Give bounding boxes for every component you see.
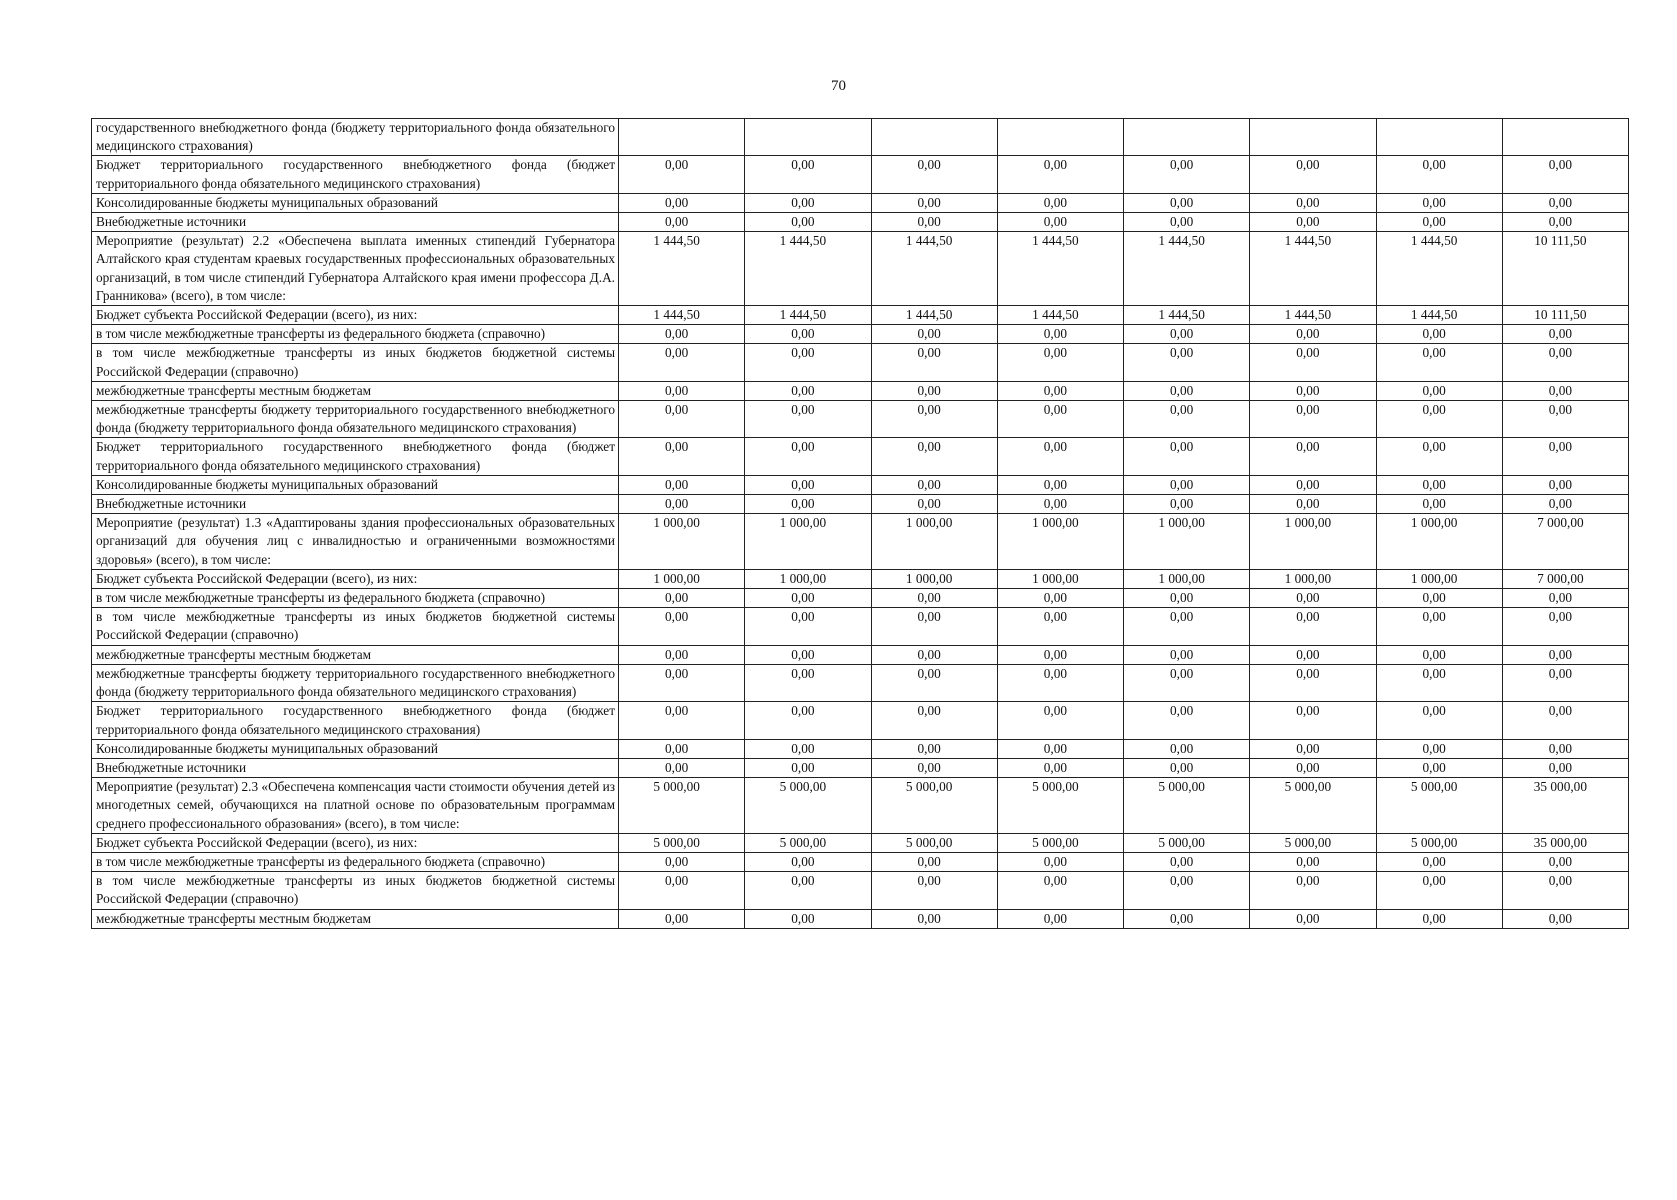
value-cell: 0,00 xyxy=(997,758,1123,777)
row-label: в том числе межбюджетные трансферты из иных бюджетов бюджетной системы Российской Федерации (справочно) xyxy=(92,608,619,645)
value-cell: 1 444,50 xyxy=(1376,232,1502,306)
value-cell: 0,00 xyxy=(871,381,997,400)
value-cell: 1 000,00 xyxy=(745,514,871,570)
value-cell: 1 444,50 xyxy=(1376,306,1502,325)
table-row xyxy=(92,401,1629,438)
value-cell: 0,00 xyxy=(1124,852,1250,871)
value-cell: 0,00 xyxy=(1502,589,1628,608)
value-cell: 0,00 xyxy=(745,401,871,438)
value-cell: 0,00 xyxy=(1376,589,1502,608)
value-cell: 0,00 xyxy=(1250,325,1376,344)
table-row xyxy=(92,325,1629,344)
value-cell: 5 000,00 xyxy=(871,778,997,834)
value-cell: 0,00 xyxy=(1502,852,1628,871)
table-row xyxy=(92,156,1629,193)
value-cell: 0,00 xyxy=(871,664,997,701)
value-cell: 0,00 xyxy=(1502,645,1628,664)
value-cell: 35 000,00 xyxy=(1502,833,1628,852)
table-row xyxy=(92,213,1629,232)
value-cell: 0,00 xyxy=(997,438,1123,475)
value-cell xyxy=(1376,119,1502,156)
value-cell: 0,00 xyxy=(871,438,997,475)
value-cell: 0,00 xyxy=(745,645,871,664)
value-cell: 0,00 xyxy=(745,872,871,909)
row-label: в том числе межбюджетные трансферты из федерального бюджета (справочно) xyxy=(92,325,619,344)
value-cell: 0,00 xyxy=(997,401,1123,438)
value-cell: 0,00 xyxy=(745,344,871,381)
value-cell: 0,00 xyxy=(1502,475,1628,494)
value-cell: 0,00 xyxy=(871,475,997,494)
value-cell: 0,00 xyxy=(1124,739,1250,758)
value-cell: 0,00 xyxy=(1124,438,1250,475)
value-cell: 0,00 xyxy=(745,495,871,514)
value-cell: 0,00 xyxy=(871,589,997,608)
value-cell: 0,00 xyxy=(745,758,871,777)
value-cell: 1 444,50 xyxy=(1250,306,1376,325)
value-cell: 0,00 xyxy=(1124,325,1250,344)
value-cell: 0,00 xyxy=(745,156,871,193)
table-row xyxy=(92,589,1629,608)
value-cell: 0,00 xyxy=(1250,344,1376,381)
value-cell: 5 000,00 xyxy=(1250,833,1376,852)
value-cell: 0,00 xyxy=(997,664,1123,701)
value-cell: 0,00 xyxy=(871,495,997,514)
value-cell: 0,00 xyxy=(1124,475,1250,494)
table-row xyxy=(92,344,1629,381)
value-cell: 0,00 xyxy=(1250,852,1376,871)
row-label: Мероприятие (результат) 2.3 «Обеспечена компенсация части стоимости обучения детей из многодетных семей, обучающихся на платной основе по образовательным программам среднего профессионального образования» (всего), в том числе: xyxy=(92,778,619,834)
table-row xyxy=(92,475,1629,494)
value-cell: 0,00 xyxy=(1250,156,1376,193)
row-label: в том числе межбюджетные трансферты из иных бюджетов бюджетной системы Российской Федерации (справочно) xyxy=(92,872,619,909)
value-cell: 0,00 xyxy=(1250,739,1376,758)
value-cell: 0,00 xyxy=(1502,325,1628,344)
value-cell: 0,00 xyxy=(1250,645,1376,664)
value-cell: 5 000,00 xyxy=(1124,778,1250,834)
value-cell xyxy=(619,119,745,156)
value-cell: 1 444,50 xyxy=(619,306,745,325)
value-cell: 0,00 xyxy=(997,344,1123,381)
value-cell: 0,00 xyxy=(745,438,871,475)
value-cell: 0,00 xyxy=(745,909,871,928)
value-cell: 0,00 xyxy=(997,495,1123,514)
value-cell: 0,00 xyxy=(1250,381,1376,400)
table-row xyxy=(92,645,1629,664)
table-row xyxy=(92,608,1629,645)
value-cell: 0,00 xyxy=(1376,872,1502,909)
value-cell xyxy=(997,119,1123,156)
value-cell: 0,00 xyxy=(1124,381,1250,400)
value-cell: 0,00 xyxy=(1376,909,1502,928)
value-cell: 1 000,00 xyxy=(619,514,745,570)
value-cell: 0,00 xyxy=(997,325,1123,344)
value-cell: 7 000,00 xyxy=(1502,569,1628,588)
value-cell: 0,00 xyxy=(1502,401,1628,438)
value-cell: 1 444,50 xyxy=(871,306,997,325)
value-cell: 0,00 xyxy=(1502,156,1628,193)
value-cell: 5 000,00 xyxy=(871,833,997,852)
table-row xyxy=(92,119,1629,156)
value-cell: 0,00 xyxy=(1376,664,1502,701)
value-cell: 0,00 xyxy=(1376,608,1502,645)
value-cell: 1 444,50 xyxy=(997,306,1123,325)
value-cell: 0,00 xyxy=(619,702,745,739)
value-cell: 0,00 xyxy=(871,608,997,645)
value-cell: 0,00 xyxy=(745,589,871,608)
value-cell: 0,00 xyxy=(997,193,1123,212)
value-cell: 0,00 xyxy=(871,156,997,193)
row-label: Внебюджетные источники xyxy=(92,213,619,232)
value-cell: 0,00 xyxy=(997,852,1123,871)
value-cell: 0,00 xyxy=(871,213,997,232)
value-cell: 0,00 xyxy=(997,589,1123,608)
row-label: в том числе межбюджетные трансферты из федерального бюджета (справочно) xyxy=(92,852,619,871)
value-cell: 5 000,00 xyxy=(619,778,745,834)
value-cell: 0,00 xyxy=(1250,438,1376,475)
value-cell: 5 000,00 xyxy=(997,833,1123,852)
value-cell: 0,00 xyxy=(619,193,745,212)
value-cell: 0,00 xyxy=(1124,344,1250,381)
value-cell: 0,00 xyxy=(619,739,745,758)
value-cell: 0,00 xyxy=(1250,495,1376,514)
value-cell: 0,00 xyxy=(619,664,745,701)
value-cell: 0,00 xyxy=(619,344,745,381)
value-cell: 0,00 xyxy=(1376,381,1502,400)
value-cell: 35 000,00 xyxy=(1502,778,1628,834)
value-cell: 0,00 xyxy=(871,872,997,909)
page-number: 70 xyxy=(831,78,846,94)
value-cell xyxy=(1502,119,1628,156)
budget-table xyxy=(91,118,1629,929)
value-cell: 0,00 xyxy=(619,872,745,909)
value-cell: 1 444,50 xyxy=(997,232,1123,306)
row-label: межбюджетные трансферты бюджету территориального государственного внебюджетного фонда (бюджету территориального фонда обязательного медицинского страхования) xyxy=(92,401,619,438)
table-row xyxy=(92,833,1629,852)
value-cell: 1 000,00 xyxy=(997,514,1123,570)
value-cell: 1 000,00 xyxy=(619,569,745,588)
table-row xyxy=(92,514,1629,570)
value-cell: 0,00 xyxy=(1502,872,1628,909)
value-cell: 5 000,00 xyxy=(745,833,871,852)
table-row xyxy=(92,909,1629,928)
value-cell: 10 111,50 xyxy=(1502,306,1628,325)
value-cell: 0,00 xyxy=(871,645,997,664)
value-cell: 0,00 xyxy=(1376,645,1502,664)
value-cell: 0,00 xyxy=(1376,213,1502,232)
value-cell: 0,00 xyxy=(997,645,1123,664)
value-cell: 0,00 xyxy=(1502,664,1628,701)
value-cell: 0,00 xyxy=(619,325,745,344)
value-cell: 0,00 xyxy=(1124,664,1250,701)
row-label: Бюджет субъекта Российской Федерации (всего), из них: xyxy=(92,306,619,325)
value-cell: 0,00 xyxy=(871,909,997,928)
value-cell: 1 000,00 xyxy=(1250,514,1376,570)
value-cell: 0,00 xyxy=(997,909,1123,928)
row-label: Мероприятие (результат) 1.3 «Адаптированы здания профессиональных образовательных организаций для обучения лиц с инвалидностью и ограниченными возможностями здоровья» (всего), в том числе: xyxy=(92,514,619,570)
table-row xyxy=(92,852,1629,871)
value-cell: 0,00 xyxy=(1250,589,1376,608)
value-cell: 1 444,50 xyxy=(1124,232,1250,306)
value-cell: 0,00 xyxy=(745,475,871,494)
value-cell: 0,00 xyxy=(1250,702,1376,739)
value-cell: 0,00 xyxy=(1124,702,1250,739)
row-label: Бюджет территориального государственного внебюджетного фонда (бюджет территориального фонда обязательного медицинского страхования) xyxy=(92,702,619,739)
value-cell: 1 000,00 xyxy=(871,514,997,570)
table-row xyxy=(92,306,1629,325)
value-cell: 0,00 xyxy=(745,213,871,232)
value-cell: 1 444,50 xyxy=(871,232,997,306)
value-cell: 1 000,00 xyxy=(997,569,1123,588)
value-cell: 0,00 xyxy=(871,758,997,777)
value-cell: 5 000,00 xyxy=(619,833,745,852)
value-cell: 0,00 xyxy=(1250,193,1376,212)
value-cell: 5 000,00 xyxy=(1124,833,1250,852)
value-cell: 0,00 xyxy=(871,193,997,212)
value-cell: 0,00 xyxy=(997,702,1123,739)
budget-table-body xyxy=(92,119,1629,929)
table-row xyxy=(92,702,1629,739)
row-label: межбюджетные трансферты местным бюджетам xyxy=(92,645,619,664)
table-row xyxy=(92,872,1629,909)
value-cell: 0,00 xyxy=(871,852,997,871)
table-row xyxy=(92,739,1629,758)
table-row xyxy=(92,438,1629,475)
value-cell: 0,00 xyxy=(1502,381,1628,400)
value-cell: 0,00 xyxy=(997,739,1123,758)
value-cell: 0,00 xyxy=(871,702,997,739)
value-cell: 0,00 xyxy=(1376,758,1502,777)
row-label: Внебюджетные источники xyxy=(92,495,619,514)
row-label: Бюджет территориального государственного внебюджетного фонда (бюджет территориального фонда обязательного медицинского страхования) xyxy=(92,438,619,475)
value-cell xyxy=(871,119,997,156)
value-cell: 10 111,50 xyxy=(1502,232,1628,306)
table-row xyxy=(92,664,1629,701)
row-label: Консолидированные бюджеты муниципальных образований xyxy=(92,193,619,212)
row-label: межбюджетные трансферты местным бюджетам xyxy=(92,909,619,928)
value-cell: 1 000,00 xyxy=(1250,569,1376,588)
value-cell: 0,00 xyxy=(1376,325,1502,344)
value-cell: 0,00 xyxy=(1250,213,1376,232)
row-label: межбюджетные трансферты местным бюджетам xyxy=(92,381,619,400)
value-cell: 0,00 xyxy=(1502,909,1628,928)
value-cell: 0,00 xyxy=(1376,852,1502,871)
row-label: в том числе межбюджетные трансферты из федерального бюджета (справочно) xyxy=(92,589,619,608)
value-cell: 5 000,00 xyxy=(745,778,871,834)
table-row xyxy=(92,778,1629,834)
value-cell: 5 000,00 xyxy=(1376,833,1502,852)
row-label: Бюджет субъекта Российской Федерации (всего), из них: xyxy=(92,569,619,588)
value-cell: 0,00 xyxy=(997,156,1123,193)
value-cell: 0,00 xyxy=(619,381,745,400)
value-cell: 0,00 xyxy=(1124,401,1250,438)
value-cell: 1 444,50 xyxy=(745,232,871,306)
value-cell: 1 000,00 xyxy=(1124,514,1250,570)
table-row xyxy=(92,495,1629,514)
value-cell: 0,00 xyxy=(1376,401,1502,438)
value-cell: 1 000,00 xyxy=(1376,514,1502,570)
value-cell: 0,00 xyxy=(1376,739,1502,758)
value-cell: 0,00 xyxy=(619,438,745,475)
value-cell: 0,00 xyxy=(1376,438,1502,475)
table-row xyxy=(92,193,1629,212)
value-cell: 0,00 xyxy=(745,193,871,212)
value-cell: 0,00 xyxy=(997,608,1123,645)
value-cell: 0,00 xyxy=(871,325,997,344)
value-cell: 0,00 xyxy=(619,589,745,608)
table-row xyxy=(92,569,1629,588)
value-cell: 0,00 xyxy=(619,475,745,494)
value-cell: 0,00 xyxy=(745,325,871,344)
value-cell: 0,00 xyxy=(745,739,871,758)
value-cell: 1 000,00 xyxy=(871,569,997,588)
value-cell: 5 000,00 xyxy=(1250,778,1376,834)
value-cell: 0,00 xyxy=(997,213,1123,232)
value-cell: 0,00 xyxy=(1376,156,1502,193)
value-cell: 0,00 xyxy=(1502,495,1628,514)
value-cell: 0,00 xyxy=(619,909,745,928)
value-cell: 0,00 xyxy=(619,495,745,514)
value-cell xyxy=(1250,119,1376,156)
value-cell: 0,00 xyxy=(871,344,997,381)
value-cell: 0,00 xyxy=(1124,495,1250,514)
value-cell: 0,00 xyxy=(1124,589,1250,608)
value-cell: 0,00 xyxy=(619,645,745,664)
value-cell: 1 000,00 xyxy=(745,569,871,588)
row-label: Консолидированные бюджеты муниципальных образований xyxy=(92,739,619,758)
table-row xyxy=(92,381,1629,400)
value-cell: 0,00 xyxy=(1250,664,1376,701)
value-cell: 0,00 xyxy=(1502,213,1628,232)
value-cell: 5 000,00 xyxy=(997,778,1123,834)
value-cell: 0,00 xyxy=(1250,401,1376,438)
value-cell: 5 000,00 xyxy=(1376,778,1502,834)
value-cell: 0,00 xyxy=(1124,645,1250,664)
value-cell: 0,00 xyxy=(619,608,745,645)
value-cell: 0,00 xyxy=(1124,909,1250,928)
value-cell: 0,00 xyxy=(1124,608,1250,645)
value-cell: 0,00 xyxy=(1376,475,1502,494)
value-cell: 0,00 xyxy=(1502,739,1628,758)
value-cell: 0,00 xyxy=(1502,702,1628,739)
value-cell: 1 444,50 xyxy=(1124,306,1250,325)
table-row xyxy=(92,758,1629,777)
value-cell: 0,00 xyxy=(619,852,745,871)
value-cell: 1 444,50 xyxy=(1250,232,1376,306)
value-cell: 0,00 xyxy=(1124,156,1250,193)
row-label: Консолидированные бюджеты муниципальных образований xyxy=(92,475,619,494)
value-cell: 0,00 xyxy=(1502,758,1628,777)
value-cell: 0,00 xyxy=(745,608,871,645)
value-cell: 0,00 xyxy=(1376,702,1502,739)
value-cell: 0,00 xyxy=(745,664,871,701)
value-cell: 0,00 xyxy=(1250,909,1376,928)
value-cell: 0,00 xyxy=(745,702,871,739)
value-cell: 7 000,00 xyxy=(1502,514,1628,570)
value-cell: 0,00 xyxy=(1376,495,1502,514)
value-cell: 1 000,00 xyxy=(1124,569,1250,588)
value-cell: 0,00 xyxy=(1124,758,1250,777)
value-cell: 0,00 xyxy=(619,156,745,193)
row-label: Бюджет территориального государственного внебюджетного фонда (бюджет территориального фонда обязательного медицинского страхования) xyxy=(92,156,619,193)
value-cell: 0,00 xyxy=(871,739,997,758)
value-cell: 1 444,50 xyxy=(745,306,871,325)
value-cell: 0,00 xyxy=(1250,872,1376,909)
value-cell: 0,00 xyxy=(619,758,745,777)
value-cell: 0,00 xyxy=(619,213,745,232)
value-cell: 0,00 xyxy=(745,852,871,871)
value-cell: 1 444,50 xyxy=(619,232,745,306)
row-label: Внебюджетные источники xyxy=(92,758,619,777)
value-cell: 0,00 xyxy=(745,381,871,400)
row-label: в том числе межбюджетные трансферты из иных бюджетов бюджетной системы Российской Федерации (справочно) xyxy=(92,344,619,381)
value-cell: 0,00 xyxy=(1376,193,1502,212)
value-cell xyxy=(1124,119,1250,156)
value-cell: 0,00 xyxy=(997,475,1123,494)
value-cell: 0,00 xyxy=(1124,872,1250,909)
value-cell: 0,00 xyxy=(997,381,1123,400)
value-cell: 1 000,00 xyxy=(1376,569,1502,588)
value-cell: 0,00 xyxy=(1376,344,1502,381)
value-cell: 0,00 xyxy=(1250,475,1376,494)
row-label: государственного внебюджетного фонда (бюджету территориального фонда обязательного медицинского страхования) xyxy=(92,119,619,156)
row-label: межбюджетные трансферты бюджету территориального государственного внебюджетного фонда (бюджету территориального фонда обязательного медицинского страхования) xyxy=(92,664,619,701)
value-cell: 0,00 xyxy=(997,872,1123,909)
value-cell: 0,00 xyxy=(1124,193,1250,212)
value-cell xyxy=(745,119,871,156)
table-row xyxy=(92,232,1629,306)
value-cell: 0,00 xyxy=(1124,213,1250,232)
value-cell: 0,00 xyxy=(1502,344,1628,381)
value-cell: 0,00 xyxy=(871,401,997,438)
value-cell: 0,00 xyxy=(1502,608,1628,645)
row-label: Бюджет субъекта Российской Федерации (всего), из них: xyxy=(92,833,619,852)
value-cell: 0,00 xyxy=(1250,758,1376,777)
row-label: Мероприятие (результат) 2.2 «Обеспечена выплата именных стипендий Губернатора Алтайского края студентам краевых государственных профессиональных образовательных организаций, в том числе стипендий Губернатора Алтайского края имени профессора Д.А. Гранникова» (всего), в том числе: xyxy=(92,232,619,306)
value-cell: 0,00 xyxy=(1250,608,1376,645)
value-cell: 0,00 xyxy=(1502,438,1628,475)
value-cell: 0,00 xyxy=(1502,193,1628,212)
value-cell: 0,00 xyxy=(619,401,745,438)
